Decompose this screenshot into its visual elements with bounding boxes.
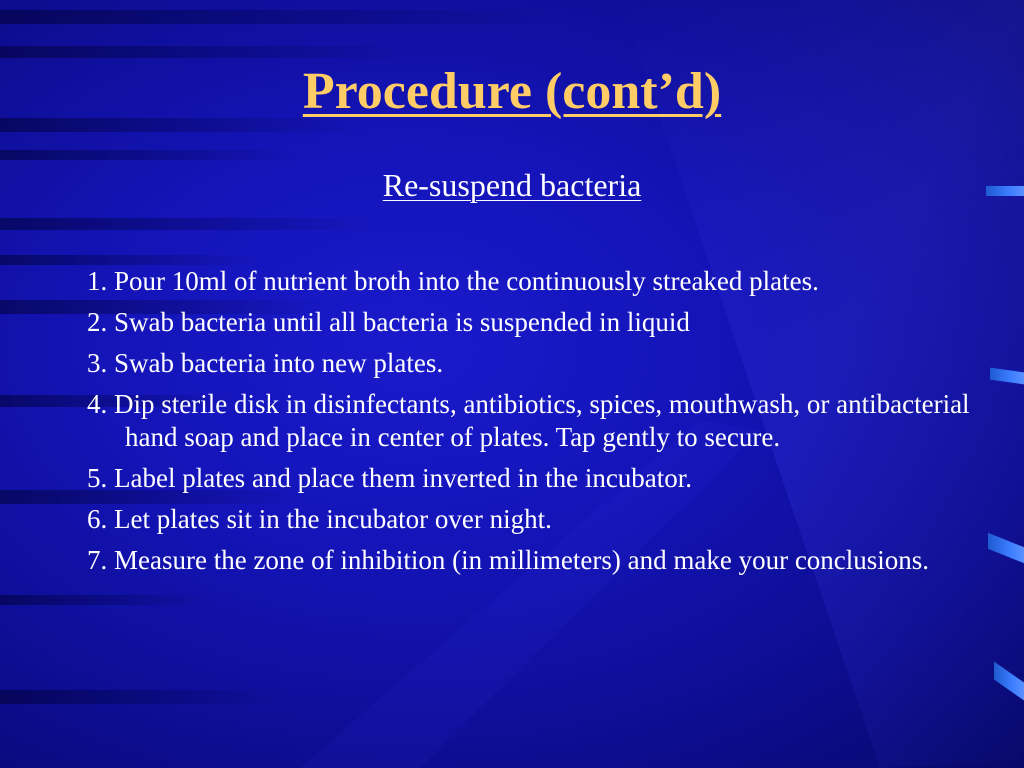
procedure-steps xyxy=(87,265,977,585)
list-item: 1. Pour 10ml of nutrient broth into the continuously streaked plates. xyxy=(87,266,819,296)
list-item: 7. Measure the zone of inhibition (in millimeters) and make your conclusions. xyxy=(87,545,930,575)
list-item: 4. Dip sterile disk in disinfectants, antibiotics, spices, mouthwash, or antibacterial hand soap and place in center of plates. Tap gently to secure. xyxy=(87,389,970,452)
list-item: 2. Swab bacteria until all bacteria is suspended in liquid xyxy=(87,307,690,337)
list-item: 3. Swab bacteria into new plates. xyxy=(87,348,444,378)
list-item: 5. Label plates and place them inverted in the incubator. xyxy=(87,463,693,493)
slide-subtitle: Re-suspend bacteria xyxy=(382,167,642,203)
slide-title: Procedure (cont’d) xyxy=(302,63,722,120)
list-item: 6. Let plates sit in the incubator over night. xyxy=(87,504,552,534)
